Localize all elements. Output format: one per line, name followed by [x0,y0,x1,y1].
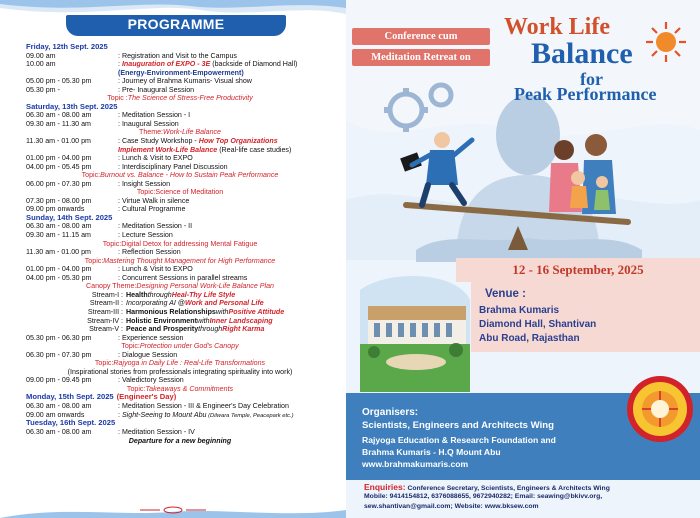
programme-topic [26,282,344,291]
entry-description [118,111,190,120]
enquiries-email: sew.shantivan@gmail.com; Website: www.bksew.com [364,503,539,510]
entry-time: 11.30 am - 01.00 pm [26,137,91,146]
topic-label: Topic: [126,384,146,393]
stream-focus: Health [126,290,148,299]
venue-title: Venue : [485,288,526,300]
topic-text: Protection under God's Canopy [139,342,239,351]
topic-label: Topic : [107,94,128,103]
entry-description [118,231,173,240]
wing-emblem [625,374,695,444]
entry-description [118,197,189,206]
entry-description [118,376,184,385]
programme-entry [26,274,344,283]
programme-list [26,43,344,446]
entry-description [118,274,247,283]
topic-label: Canopy Theme: [86,282,137,291]
entry-desc-text: : Experience session [118,333,184,342]
entry-description [118,69,244,78]
topic-label: Topic: [121,342,140,351]
entry-description [118,146,291,155]
enquiries-contact: Conference Secretary, Scientists, Engineers & Architects Wing [405,485,610,492]
organiser-website: www.brahmakumaris.com [362,459,469,469]
programme-entry [26,402,344,411]
entry-desc-text: : Valedictory Session [118,376,184,385]
entry-description [118,77,252,86]
entry-rest: (backside of Diamond Hall) [210,60,298,69]
entry-subtitle: (Energy-Environment-Empowerment) [118,68,244,77]
programme-topic [26,240,344,249]
programme-topic [26,128,344,137]
entry-description [118,60,297,69]
entry-desc-text: : [118,60,122,69]
stream-theme: Heal-Thy Life Style [171,290,236,299]
entry-description [118,428,195,437]
entry-desc-text: : Cultural Programme [118,205,186,214]
venue-line: Abu Road, Rajasthan [479,333,580,344]
stream-theme: Right Karma [222,325,265,334]
stream-label: Stream-III : [87,307,123,316]
topic-text: Science of Meditation [155,188,224,197]
entry-description [118,205,185,214]
entry-desc-text: : Journey of Brahma Kumaris- Visual show [118,77,252,86]
programme-stream [26,291,344,300]
stream-focus: Harmonious Relationships [126,307,216,316]
entry-desc-text: : Reflection Session [118,248,181,257]
programme-day-heading [26,419,344,428]
entry-description [118,86,194,95]
headline-line-2: Balance [531,37,633,70]
programme-entry [26,222,344,231]
entry-description [118,411,294,420]
topic-text: The Science of Stress-Free Productivity [127,94,253,103]
entry-time: 05.00 pm - 05.30 pm [26,77,92,86]
enquiries-line [364,482,610,492]
entry-description [118,334,183,343]
entry-desc-text: : Lunch & Visit to EXPO [118,154,193,163]
programme-entry [26,120,344,129]
organiser-line: Rajyoga Education & Research Foundation and [362,435,556,445]
entry-description [118,180,170,189]
topic-label: Theme: [138,128,164,137]
entry-highlight: Inauguration of EXPO - 3E [121,60,211,69]
programme-stream [26,299,344,308]
topic-text: Mastering Thought Management for High Performance [103,256,276,265]
programme-entry [26,163,344,172]
entry-time: 10.00 am [26,60,56,69]
stream-label: Stream-V : [89,325,123,334]
topic-label: Topic: [136,188,156,197]
stream-label: Stream-I : [91,290,123,299]
programme-day-heading [26,214,344,223]
entry-time: 05.30 pm - [26,85,60,94]
programme-entry [26,77,344,86]
venue-photo [360,276,470,392]
conference-pill: Conference cum [352,28,490,45]
entry-desc-text: : Concurrent Sessions in parallel streams [118,273,248,282]
topic-label: Topic: [94,359,114,368]
entry-desc-text: : Case Study Workshop - [118,137,199,146]
venue-line: Diamond Hall, Shantivan [479,319,597,330]
programme-day-heading [26,103,344,112]
programme-entry [26,146,344,155]
programme-closing [26,437,344,446]
programme-entry [26,334,344,343]
entry-desc-text: : Virtue Walk in silence [118,196,190,205]
programme-entry [26,248,344,257]
programme-topic [26,257,344,266]
entry-desc-text: : Insight Session [118,179,171,188]
entry-desc-text: : Meditation Session - III & Engineer's Day Celebration [118,401,289,410]
closing-text: Departure for a new beginning [128,437,232,446]
entry-rest: (Real-life case studies) [217,145,292,154]
entry-desc-text: : Lecture Session [118,231,173,240]
entry-description [118,163,228,172]
entry-description [118,248,181,257]
entry-time: 07.30 pm - 08.00 pm [26,196,92,205]
programme-stream [26,317,344,326]
organisers-title: Organisers: [362,407,419,418]
stream-theme: Work and Personal Life [185,299,264,308]
entry-description [118,402,289,411]
entry-time: 06.30 am - 08.00 am [26,401,92,410]
venue-line: Brahma Kumaris [479,305,560,316]
headline-line-3: for [580,69,603,89]
entry-desc-text: : Registration and Visit to the Campus [118,51,237,60]
entry-description [118,351,177,360]
entry-time: 09.30 am - 11.15 am [26,231,91,240]
entry-time: 04.00 pm - 05.45 pm [26,162,92,171]
stream-theme: Positive Attitude [228,307,285,316]
programme-entry [26,154,344,163]
entry-time: 06.30 am - 08.00 am [26,427,92,436]
programme-day-heading [26,393,344,402]
entry-description [118,265,193,274]
entry-description [118,120,179,129]
topic-label: Topic: [84,256,104,265]
stream-connector: through [147,290,172,299]
programme-note [26,368,344,377]
programme-entry [26,86,344,95]
entry-description [118,222,192,231]
entry-time: 01.00 pm - 04.00 pm [26,265,92,274]
cover-panel [346,0,700,518]
topic-text: Digital Detox for addressing Mental Fatigue [121,239,258,248]
enquiries-phone: Mobile: 9414154812, 6376088655, 9672940282; Email: seawing@bkivv.org, [364,493,603,500]
entry-time: 09.00 am [26,51,56,60]
programme-entry [26,231,344,240]
footer-divider-decoration [0,498,346,518]
stream-connector: with [196,316,210,325]
stream-focus: Peace and Prosperity [126,325,199,334]
entry-time: 11.30 am - 01.00 pm [26,248,91,257]
entry-time: 06.30 am - 08.00 am [26,222,92,231]
entry-time: 09.30 am - 11.30 am [26,119,91,128]
stream-theme: Inner Landscaping [209,316,273,325]
entry-time: 09.00 am onwards [26,410,85,419]
entry-time: 09.00 pm - 09.45 pm [26,376,92,385]
headline-line-4: Peak Performance [514,84,657,104]
day-label: Tuesday, 16th Sept. 2025 [26,418,116,428]
programme-entry [26,111,344,120]
retreat-pill: Meditation Retreat on [352,49,490,66]
entry-desc-text: : Meditation Session - II [118,222,193,231]
entry-desc-text: : Interdisciplinary Panel Discussion [118,162,228,171]
programme-topic [26,359,344,368]
programme-panel [0,0,346,518]
entry-highlight: Implement Work-Life Balance [118,145,218,154]
programme-entry [26,265,344,274]
stream-connector: Incorporating AI @ [126,299,185,308]
stream-label: Stream-IV : [87,316,123,325]
programme-entry [26,69,344,78]
stream-connector: through [198,325,223,334]
topic-text: Burnout vs. Balance - How to Sustain Peak Performance [100,171,279,180]
note-text: (Inspirational stories from professionals integrating spirituality into work) [67,367,293,376]
topic-label: Topic: [81,171,101,180]
entry-time: 06.30 pm - 07.30 pm [26,350,92,359]
programme-entry [26,137,344,146]
entry-time: 09.00 pm onwards [26,205,85,214]
entry-description [118,137,278,146]
programme-entry [26,197,344,206]
entry-desc-text: : Pre- Inaugural Session [118,85,195,94]
entry-time: 06.00 pm - 07.30 pm [26,179,92,188]
day-label: Friday, 12th Sept. 2025 [26,42,108,51]
programme-entry [26,60,344,69]
entry-desc-text: : [118,410,122,419]
day-label: Saturday, 13th Sept. 2025 [26,101,118,111]
entry-desc-text: : Meditation Session - I [118,111,191,120]
entry-desc-text: : Inaugural Session [118,119,179,128]
entry-italic: Sight-Seeing to Mount Abu [121,410,207,419]
programme-entry [26,180,344,189]
entry-time [26,146,118,155]
organiser-line: Brahma Kumaris - H.Q Mount Abu [362,447,501,457]
entry-time [26,69,118,78]
stream-connector: with [215,307,229,316]
programme-topic [26,188,344,197]
day-label: Monday, 15th Sept. 2025 [26,392,114,402]
entry-small: (Dilwara Temple, Peacepark etc.) [206,412,294,419]
programme-entry [26,428,344,437]
programme-entry [26,376,344,385]
entry-description [118,154,193,163]
entry-time: 04.00 pm - 05.30 pm [26,273,92,282]
entry-time: 06.30 am - 08.00 am [26,111,92,120]
programme-day-heading [26,43,344,52]
event-dates: 12 - 16 September, 2025 [512,262,644,277]
programme-entry [26,52,344,61]
entry-time: 05.30 pm - 06.30 pm [26,333,92,342]
day-label: Sunday, 14th Sept. 2025 [26,212,113,222]
programme-topic [26,342,344,351]
headline-line-1: Work Life [504,14,610,40]
entry-desc-text: : Dialogue Session [118,350,178,359]
entry-desc-text: : Lunch & Visit to EXPO [118,265,193,274]
programme-title: PROGRAMME [127,16,225,32]
topic-text: Designing Personal Work-Life Balance Plan [136,282,274,291]
topic-text: Work-Life Balance [163,128,222,137]
entry-time: 01.00 pm - 04.00 pm [26,154,92,163]
programme-entry [26,351,344,360]
day-extra: (Engineer's Day) [116,392,177,402]
entry-highlight: How Top Organizations [198,137,278,146]
organiser-line: Scientists, Engineers and Architects Wing [362,420,555,431]
entry-description [118,52,237,61]
programme-stream [26,325,344,334]
topic-label: Topic: [102,239,122,248]
enquiries-label: Enquiries: [364,482,406,492]
topic-text: Rajyoga in Daily Life : Real-Life Transformations [113,359,266,368]
entry-desc-text: : Meditation Session - IV [118,427,195,436]
programme-stream [26,308,344,317]
programme-topic [26,171,344,180]
topic-text: Takeaways & Commitments [145,384,234,393]
stream-label: Stream-II : [89,299,123,308]
stream-focus: Holistic Environment [126,316,197,325]
